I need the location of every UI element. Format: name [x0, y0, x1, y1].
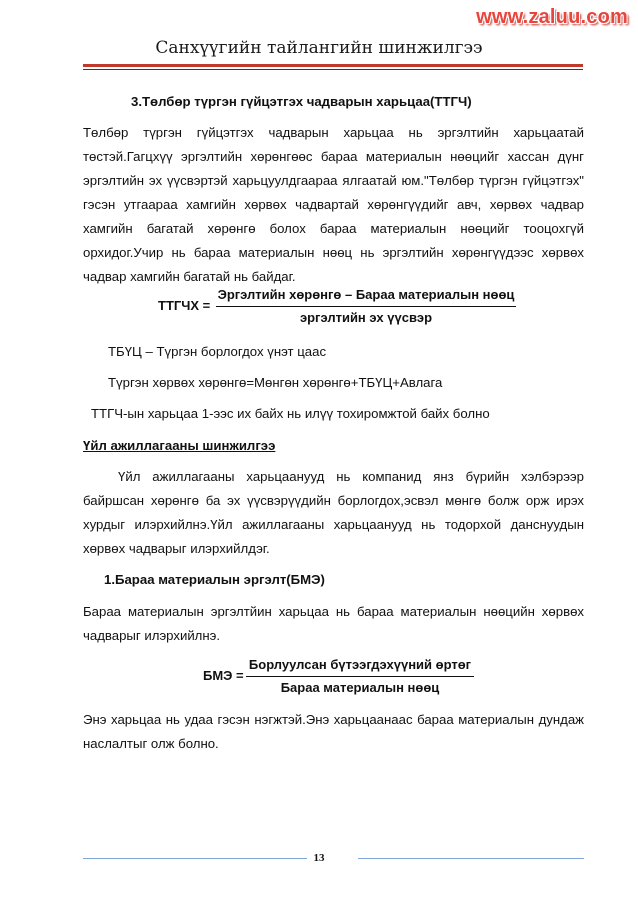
header-rule-dark [83, 69, 583, 70]
watermark-logo: www.zaluu.com [476, 6, 628, 28]
note-ttgch-ratio: ТТГЧ-ын харьцаа 1-ээс их байх нь илүү тохиромжтой байх болно [91, 406, 490, 421]
paragraph-line: Үйл ажиллагааны харьцаанууд нь компанид янз бүрийн хэлбэрээр [118, 469, 584, 484]
paragraph-line: хурдыг илэрхийлнэ.Үйл ажиллагааны харьцаанууд нь тодорхой данснуудын [83, 517, 584, 532]
paragraph-line: хөрвөх чадварыг илэрхийлдэг. [83, 541, 270, 556]
formula-denominator: эргэлтийн эх үүсвэр [299, 310, 433, 325]
paragraph-line: чадварыг илэрхийлнэ. [83, 628, 221, 643]
header-rule-red [83, 64, 583, 67]
formula-numerator: Борлуулсан бүтээгдэхүүний өртөг [248, 657, 472, 672]
paragraph-line: төстэй.Гагцхүү эргэлтийн хөрөнгөөс бараа материалын нөөцийг хассан дүнг [83, 149, 584, 164]
fraction-bar [216, 306, 516, 307]
paragraph-line: байршсан хөрөнгө ба эх үүсвэрүүдийн борлогдох,эсвэл мөнгө болж орж ирэх [83, 493, 584, 508]
note-tbuc: ТБҮЦ – Түргэн борлогдох үнэт цаас [108, 344, 327, 359]
formula-numerator: Эргэлтийн хөрөнгө – Бараа материалын нөөц [217, 287, 515, 302]
paragraph-line: чадвар хамгийн багатай нь байдаг. [83, 269, 296, 284]
paragraph-line: эргэлтийн эх үүсвэртэй харьцуулдгаараа ялгаатай юм."Төлбөр түргэн гүйцэтгэх" [83, 173, 584, 188]
paragraph-line: Бараа материалын эргэлтйин харьцаа нь бараа материалын нөөцийн хөрвөх [83, 604, 584, 619]
formula-left: ТТГЧХ = [158, 298, 211, 313]
formula-left: БМЭ = [203, 668, 244, 683]
footer-rule-right [358, 858, 584, 859]
paragraph-line: Төлбөр түргэн гүйцэтгэх чадварын харьцаа нь эргэлтийн харьцаатай [83, 125, 584, 140]
page-number: 13 [313, 852, 325, 864]
section-heading-ttgch: 3.Төлбөр түргэн гүйцэтгэх чадварын харьцаа(ТТГЧ) [131, 94, 472, 109]
page-header-title: Санхүүгийн тайлангийн шинжилгээ [155, 38, 483, 58]
fraction-bar [246, 676, 474, 677]
paragraph-line: гэсэн утгаараа хамгийн хөрвөх чадвартай хөрөнгүүдийг авч, хөрвөх чадвар [83, 197, 584, 212]
paragraph-line: хамгийн багатай хөрөнгө болох бараа материалын нөөцийг тооцохгүй [83, 221, 584, 236]
section-heading-inventory-turnover: 1.Бараа материалын эргэлт(БМЭ) [104, 572, 325, 587]
paragraph-line: Энэ харьцаа нь удаа гэсэн нэгжтэй.Энэ харьцаанаас бараа материалын дундаж [83, 712, 584, 727]
section-heading-operations: Үйл ажиллагааны шинжилгээ [83, 438, 276, 453]
paragraph-line: наслалтыг олж болно. [83, 736, 219, 751]
paragraph-line: орхидог.Учир нь бараа материалын нөөц нь эргэлтийн хөрөнгүүдээс хөрвөх [83, 245, 584, 260]
note-quick-assets: Түргэн хөрвөх хөрөнгө=Мөнгөн хөрөнгө+ТБҮЦ+Авлага [108, 375, 443, 390]
formula-denominator: Бараа материалын нөөц [280, 680, 440, 695]
